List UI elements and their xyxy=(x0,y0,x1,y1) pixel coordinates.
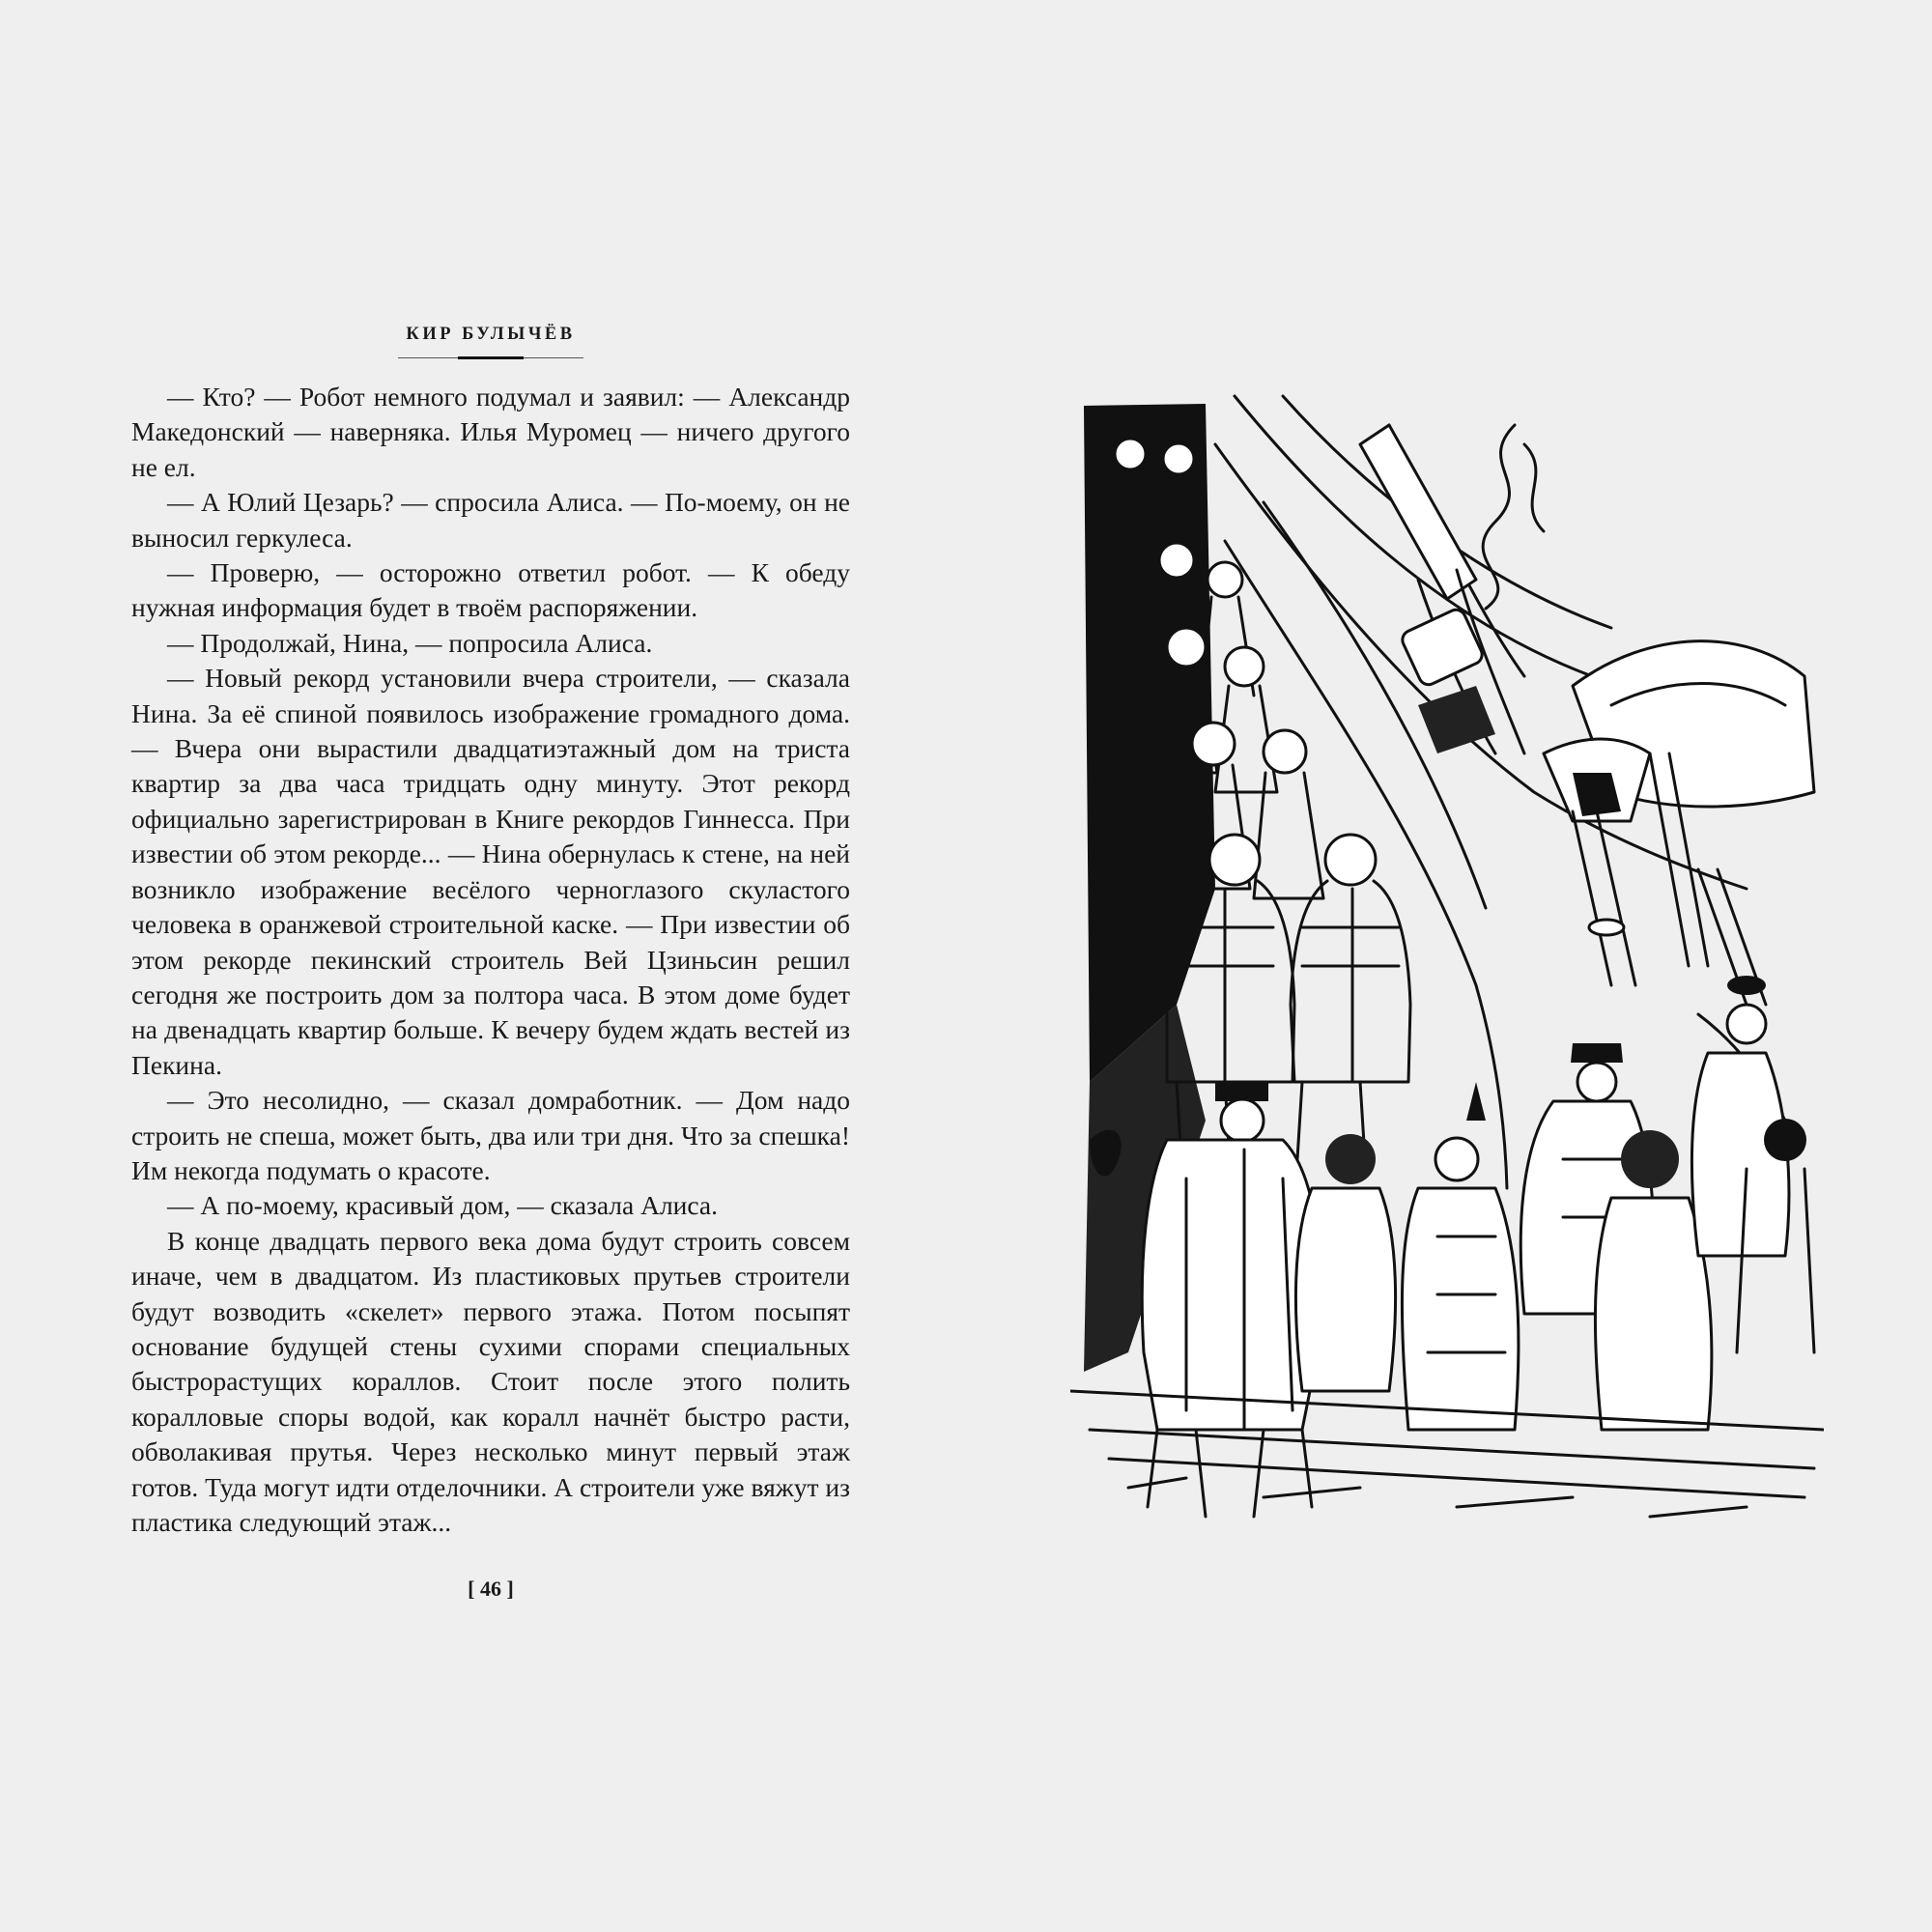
head-rule xyxy=(398,356,583,360)
paragraph: — Новый рекорд установили вчера строители, — сказала Нина. За её спиной появилось изображение громадного дома. — Вчера они вырастили двадцатиэтажный дом на триста квартир за два часа тридцать одну минуту. Этот рекорд официально зарегистрирован в Книге рекордов Гиннесса. При известии об этом рекорде... — Нина обернулась к стене, на ней возникло изображение весёлого черноглазого скуластого человека в оранжевой строительной каске. — При известии об этом рекорде пекинский строитель Вей Цзиньсин решил сегодня же построить дом за полтора часа. В этом доме будет на двенадцать квартир больше. К вечеру будем ждать вестей из Пекина. xyxy=(131,663,850,1080)
running-head xyxy=(398,323,583,360)
ink-drawing xyxy=(1070,386,1824,1550)
paragraph: — А по-моему, красивый дом, — сказала Алиса. xyxy=(167,1190,719,1221)
author-name: КИР БУЛЫЧЁВ xyxy=(406,325,576,344)
paragraph: — А Юлий Цезарь? — спросила Алиса. — По-моему, он не выносил геркулеса. xyxy=(131,487,850,553)
paragraph: В конце двадцать первого века дома будут строить совсем иначе, чем в двадцатом. Из пластиковых прутьев строители будут возводить «скелет» первого этажа. Потом посыпят основание будущей стены сухими спорами специальных быстрорастущих кораллов. Стоит после этого полить коралловые споры водой, как коралл начнёт быстро расти, обволакивая прутья. Через несколько минут первый этаж готов. Туда могут идти отделочники. А строители уже вяжут из пластика следующий этаж... xyxy=(131,1225,850,1537)
illustration xyxy=(1070,386,1824,1550)
paragraph: — Проверю, — осторожно ответил робот. — К обеду нужная информация будет в твоём распоряжении. xyxy=(131,557,850,623)
paragraph: — Продолжай, Нина, — попросила Алиса. xyxy=(167,627,653,658)
page-number: [ 46 ] xyxy=(468,1577,514,1601)
paragraph: — Кто? — Робот немного подумал и заявил: — Александр Македонский — наверняка. Илья Муромец — ничего другого не ел. xyxy=(131,382,850,482)
paragraph: — Это несолидно, — сказал домработник. — Дом надо строить не спеша, может быть, два или три дня. Что за спешка! Им некогда подумать о красоте. xyxy=(131,1085,850,1185)
body-text xyxy=(131,380,850,1540)
